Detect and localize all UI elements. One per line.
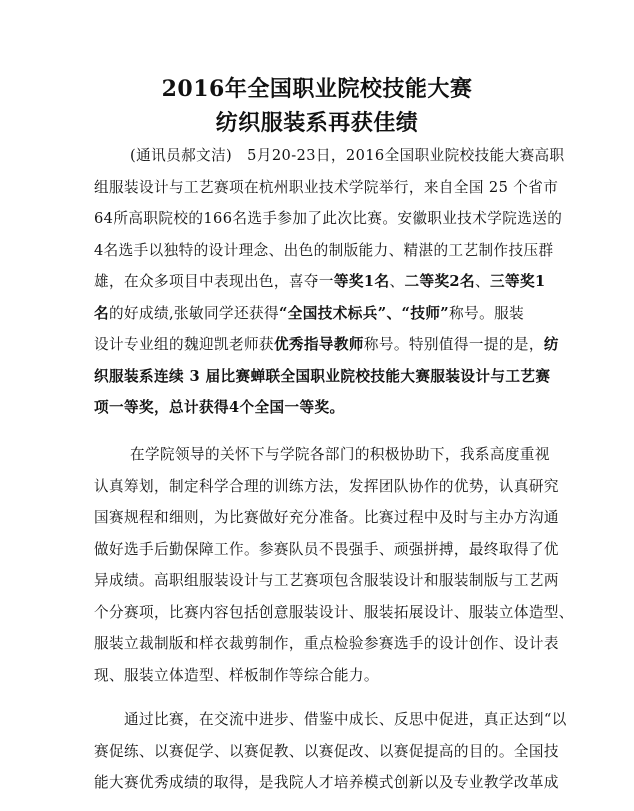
bold-text-segment: 二等奖2名 [404,273,475,290]
paragraph-2-line: 国赛规程和细则，为比赛做好充分准备。比赛过程中及时与主办方沟通 [94,509,559,526]
article-title-line-1: 2016年全国职业院校技能大赛 [161,76,473,102]
text-segment: 雄，在众多项目中表现出色，喜夺一 [94,273,334,290]
bold-text-segment: 等奖1名 [333,273,390,290]
paragraph-1-line [130,146,565,166]
text-segment: 64所高职院校的166名选手参加了此次比赛。安徽职业技术学院选送的 [94,210,563,227]
bold-text-segment: 纺 [543,336,559,353]
bold-text-segment: 名 [94,304,109,322]
text-segment: 称号。特别值得一提的是， [363,336,544,353]
paragraph-2-line: 异成绩。高职组服装设计与工艺赛项包含服装设计和服装制版与工艺两 [94,572,559,589]
paragraph-3-line: 赛促练、以赛促学、以赛促教、以赛促改、以赛促提高的目的。全国技 [94,742,559,760]
text-segment: 组服装设计与工艺赛项在杭州职业技术学院举行，来自全国 25 个省市 [94,178,559,196]
text-segment: 、 [389,273,405,290]
bold-text-segment: 织服装系连续 3 届比赛蝉联全国职业院校技能大赛服装设计与工艺赛 [94,367,551,385]
paragraph-1-line [94,335,559,355]
bold-text-segment: “全国技术标兵”、“技师” [278,304,450,322]
paragraph-2-line: 现、服装立体造型、样板制作等综合能力。 [94,666,379,684]
bold-text-segment: 三等奖1 [489,273,546,290]
article-title-line-2: 纺织服装系再获佳绩 [215,110,419,136]
text-segment: 、 [474,273,490,290]
paragraph-1-line [94,209,563,229]
text-segment: 设计专业组的魏迎凯老师获 [94,336,274,353]
bold-text-segment: 项一等奖，总计获得4个全国一等奖。 [94,399,345,416]
paragraph-1-line [94,241,554,261]
paragraph-2-line: 认真筹划，制定科学合理的训练方法，发挥团队协作的优势，认真研究 [94,477,559,495]
paragraph-3-line: 通过比赛，在交流中进步、借鉴中成长、反思中促进，真正达到“以 [124,711,567,728]
paragraph-1-line [94,272,544,292]
paragraph-3-line: 能大赛优秀成绩的取得，是我院人才培养模式创新以及专业教学改革成 [94,774,559,791]
paragraph-2-line: 做好选手后勤保障工作。参赛队员不畏强手、顽强拼搏，最终取得了优 [94,540,559,558]
paragraph-1-line [94,398,544,418]
text-segment: 4名选手以独特的设计理念、出色的制版能力、精湛的工艺制作技压群 [94,241,554,259]
paragraph-1-line [94,304,544,324]
bold-text-segment: 优秀指导教师 [273,336,364,353]
paragraph-1-line [94,178,559,198]
text-segment: 称号。服装 [449,304,525,322]
text-segment: (通讯员郝文洁) 5月20-23日，2016全国职业院校技能大赛高职 [130,147,565,164]
text-segment: 的好成绩,张敏同学还获得 [109,304,279,322]
paragraph-1-line [94,367,551,387]
paragraph-2-line: 个分赛项，比赛内容包括创意服装设计、服装拓展设计、服装立体造型、 [94,603,574,621]
paragraph-2-line: 服装立裁制版和样衣裁剪制作，重点检验参赛选手的设计创作、设计表 [94,635,559,652]
paragraph-2-line: 在学院领导的关怀下与学院各部门的积极协助下，我系高度重视 [130,446,550,463]
